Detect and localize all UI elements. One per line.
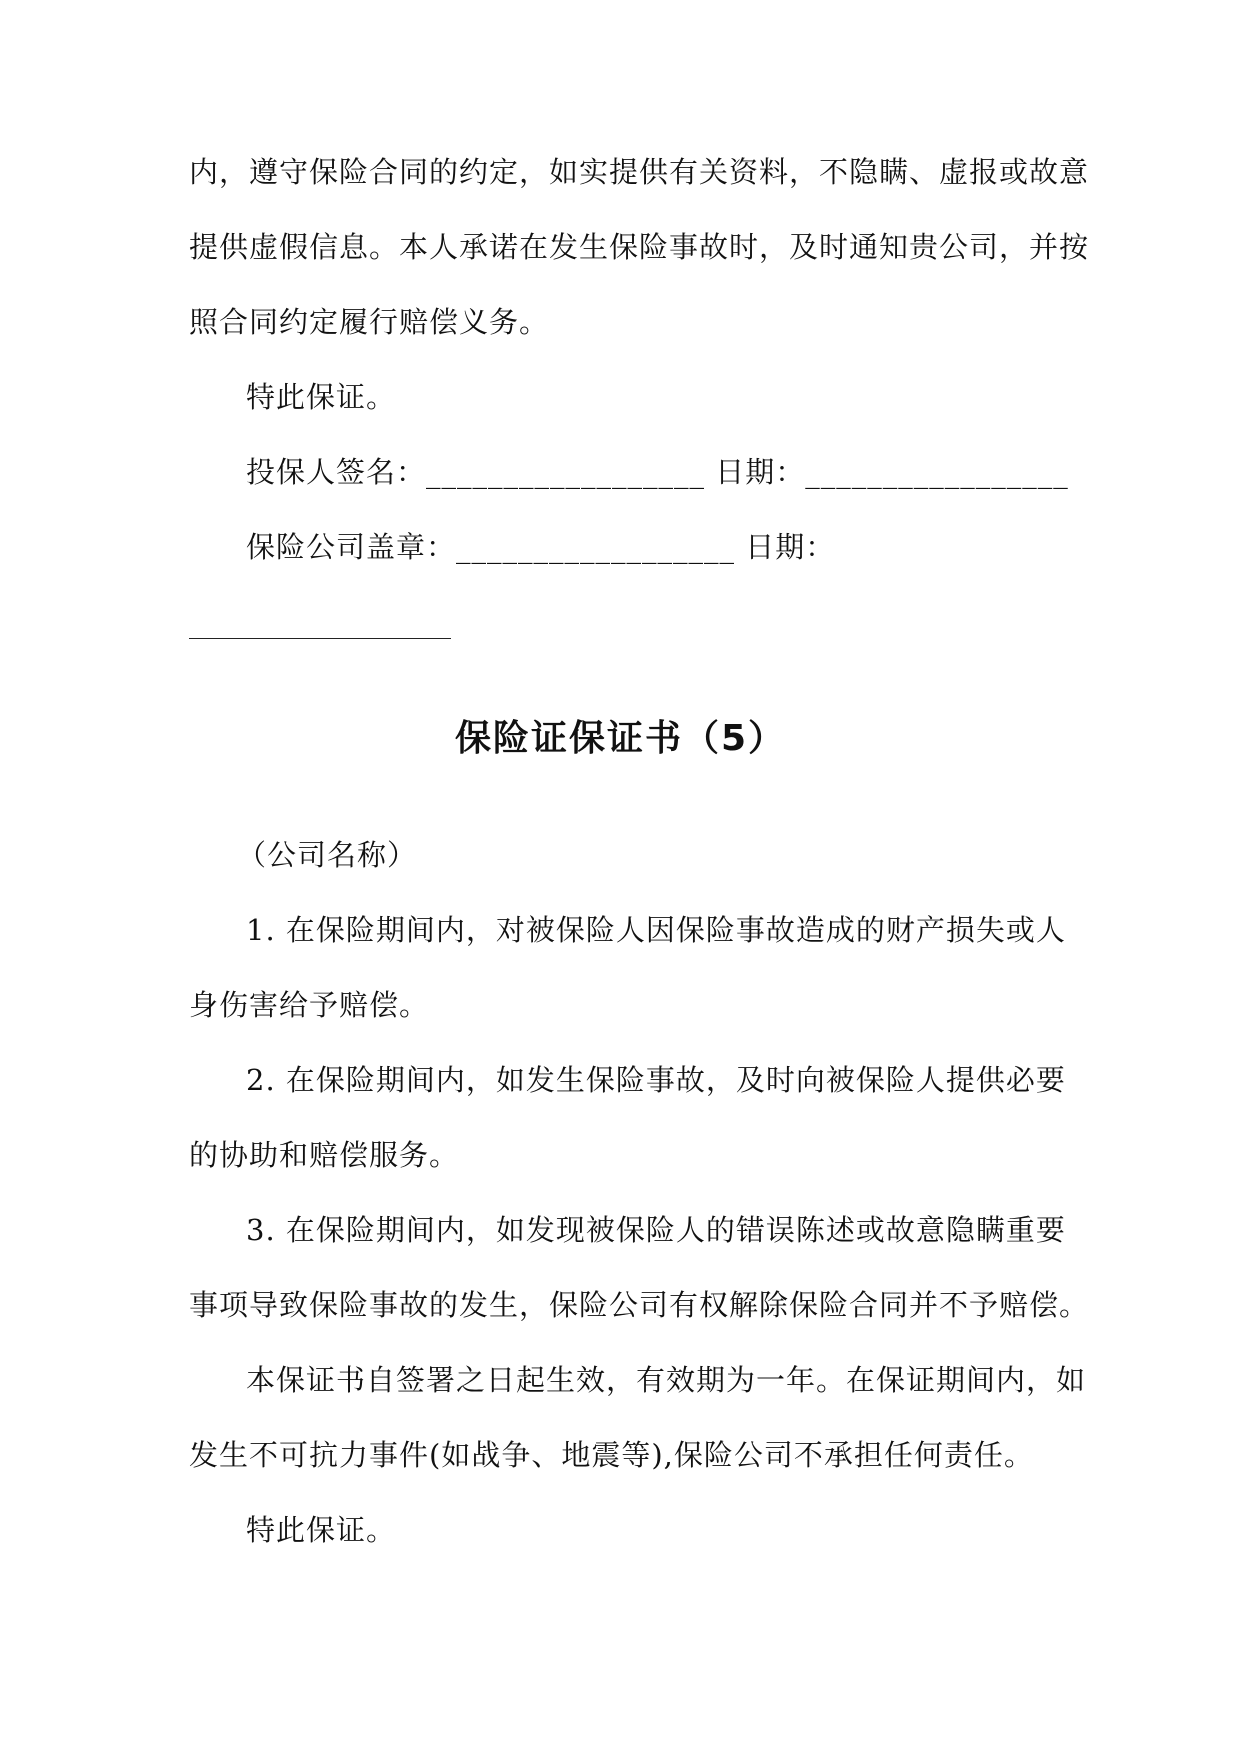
date-underline bbox=[189, 638, 451, 639]
item-1-line-2: 身伤害给予赔偿。 bbox=[189, 988, 430, 1022]
applicant-signature-line: 投保人签名：__________________ 日期：_________________ bbox=[246, 455, 1069, 489]
section-title: 保险证保证书（5） bbox=[454, 718, 787, 759]
validity-line-2: 发生不可抗力事件(如战争、地震等),保险公司不承担任何责任。 bbox=[189, 1438, 1034, 1472]
company-name-placeholder: （公司名称） bbox=[237, 838, 418, 872]
item-1-line-1: 1. 在保险期间内，对被保险人因保险事故造成的财产损失或人 bbox=[246, 913, 1066, 947]
item-3-line-2: 事项导致保险事故的发生，保险公司有权解除保险合同并不予赔偿。 bbox=[189, 1288, 1090, 1322]
closing-text: 特此保证。 bbox=[246, 380, 397, 414]
paragraph-line: 照合同约定履行赔偿义务。 bbox=[189, 305, 550, 339]
item-2-line-2: 的协助和赔偿服务。 bbox=[189, 1138, 460, 1172]
closing-text: 特此保证。 bbox=[246, 1513, 397, 1547]
paragraph-line: 提供虚假信息。本人承诺在发生保险事故时，及时通知贵公司，并按 bbox=[189, 230, 1090, 264]
paragraph-line: 内，遵守保险合同的约定，如实提供有关资料，不隐瞒、虚报或故意 bbox=[189, 155, 1090, 189]
validity-line-1: 本保证书自签署之日起生效，有效期为一年。在保证期间内，如 bbox=[246, 1363, 1087, 1397]
item-3-line-1: 3. 在保险期间内，如发现被保险人的错误陈述或故意隐瞒重要 bbox=[246, 1213, 1066, 1247]
company-seal-line: 保险公司盖章：__________________ 日期： bbox=[246, 530, 836, 564]
item-2-line-1: 2. 在保险期间内，如发生保险事故，及时向被保险人提供必要 bbox=[246, 1063, 1066, 1097]
